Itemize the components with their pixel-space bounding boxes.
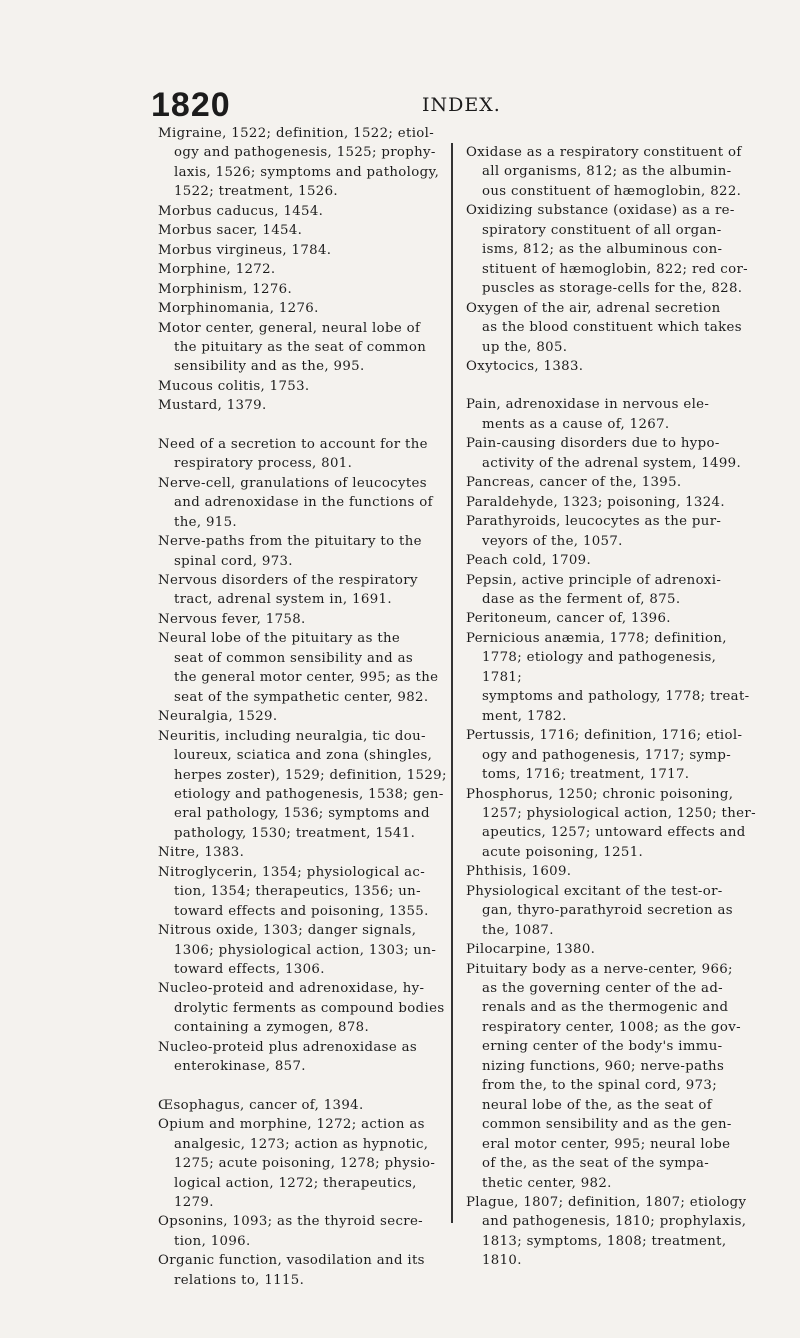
index-entry [158, 1038, 448, 1077]
entry-line: renals and as the thermogenic and [482, 1000, 729, 1016]
entry-line: Nucleo-proteid and adrenoxidase, hy- [158, 981, 425, 997]
entry-line: toward effects and poisoning, 1355. [174, 903, 429, 919]
entry-line: veyors of the, 1057. [482, 533, 623, 549]
entry-line: the, 1087. [482, 922, 554, 938]
entry-line: ment, 1782. [482, 708, 567, 724]
entry-line: stituent of hæmoglobin, 822; red cor- [482, 261, 749, 277]
index-entry [158, 377, 448, 396]
entry-line: Oxytocics, 1383. [466, 358, 584, 374]
index-entry [158, 1212, 448, 1251]
entry-line: gan, thyro-parathyroid secretion as [482, 903, 733, 919]
entry-line: the pituitary as the seat of common [174, 339, 427, 355]
entry-line: Oxygen of the air, adrenal secretion [466, 300, 721, 316]
entry-line: ogy and pathogenesis, 1717; symp- [482, 747, 732, 763]
entry-line: Peritoneum, cancer of, 1396. [466, 611, 671, 627]
entry-line: Oxidizing substance (oxidase) as a re- [466, 203, 735, 219]
entry-line: pathology, 1530; treatment, 1541. [174, 825, 416, 841]
entry-line: ogy and pathogenesis, 1525; prophy- [174, 145, 436, 161]
index-entry [158, 241, 448, 260]
entry-line: spiratory constituent of all organ- [482, 222, 722, 238]
entry-line: Oxidase as a respiratory constituent of [466, 145, 742, 160]
index-entry [158, 435, 448, 474]
entry-line: enterokinase, 857. [174, 1059, 306, 1075]
entry-line: and adrenoxidase in the functions of [174, 495, 433, 511]
entry-line: all organisms, 812; as the albumin- [482, 164, 732, 180]
entry-line: Peach cold, 1709. [466, 553, 592, 569]
index-entry [158, 610, 448, 629]
entry-line: Plague, 1807; definition, 1807; etiology [466, 1195, 747, 1211]
entry-line: and pathogenesis, 1810; prophylaxis, [482, 1214, 747, 1230]
index-entry [158, 979, 448, 1037]
index-entry [158, 221, 448, 240]
entry-line: isms, 812; as the albuminous con- [482, 242, 723, 258]
column-divider [451, 143, 453, 1223]
index-entry [158, 1115, 448, 1212]
entry-line: Nerve-paths from the pituitary to the [158, 534, 422, 550]
entry-line: Need of a secretion to account for the [158, 436, 428, 452]
entry-line: Opsonins, 1093; as the thyroid secre- [158, 1214, 424, 1230]
index-entry [466, 862, 756, 881]
entry-line: 1306; physiological action, 1303; un- [174, 942, 437, 958]
index-entry [466, 143, 756, 201]
entry-line: Mustard, 1379. [158, 398, 267, 414]
entry-line: dase as the ferment of, 875. [482, 591, 681, 607]
letter-group-gap [158, 1077, 448, 1096]
index-entry [158, 124, 448, 202]
index-entry [158, 1096, 448, 1115]
entry-line: of the, as the seat of the sympa- [482, 1156, 710, 1172]
entry-line: Morbus caducus, 1454. [158, 203, 324, 219]
index-entry [466, 201, 756, 298]
entry-line: 1778; etiology and pathogenesis, 1781; [482, 650, 717, 685]
index-entry [158, 863, 448, 921]
entry-line: Neural lobe of the pituitary as the [158, 631, 401, 647]
entry-line: Motor center, general, neural lobe of [158, 320, 421, 336]
entry-line: apeutics, 1257; untoward effects and [482, 825, 746, 841]
entry-line: acute poisoning, 1251. [482, 844, 644, 860]
entry-line: Morbus sacer, 1454. [158, 223, 303, 239]
entry-line: Nucleo-proteid plus adrenoxidase as [158, 1039, 418, 1055]
entry-line: respiratory center, 1008; as the gov- [482, 1019, 741, 1035]
entry-line: Phthisis, 1609. [466, 864, 572, 880]
entry-line: 1257; physiological action, 1250; ther- [482, 805, 756, 821]
entry-line: Pernicious anæmia, 1778; definition, [466, 630, 727, 646]
entry-line: Pain, adrenoxidase in nervous ele- [466, 397, 710, 413]
entry-line: Pituitary body as a nerve-center, 966; [466, 961, 733, 977]
entry-line: nizing functions, 960; nerve-paths [482, 1058, 725, 1074]
index-entry [466, 1193, 756, 1271]
index-entry [158, 202, 448, 221]
index-entry [158, 1251, 448, 1290]
entry-line: seat of the sympathetic center, 982. [174, 689, 429, 705]
entry-line: puscles as storage-cells for the, 828. [482, 281, 743, 297]
entry-line: eral motor center, 995; neural lobe [482, 1136, 731, 1152]
entry-line: Nitroglycerin, 1354; physiological ac- [158, 864, 426, 880]
index-entry [158, 532, 448, 571]
index-entry [158, 319, 448, 377]
entry-line: Paraldehyde, 1323; poisoning, 1324. [466, 494, 725, 510]
entry-line: tion, 1096. [174, 1233, 251, 1249]
entry-line: up the, 805. [482, 339, 568, 355]
running-head: INDEX. [422, 94, 501, 116]
entry-line: tion, 1354; therapeutics, 1356; un- [174, 884, 421, 900]
entry-line: the, 915. [174, 514, 237, 530]
entry-line: Pancreas, cancer of the, 1395. [466, 475, 682, 491]
entry-line: Pepsin, active principle of adrenoxi- [466, 572, 722, 588]
entry-line: from the, to the spinal cord, 973; [482, 1078, 718, 1094]
entry-line: respiratory process, 801. [174, 456, 353, 472]
entry-line: common sensibility and as the gen- [482, 1117, 732, 1133]
entry-line: analgesic, 1273; action as hypnotic, [174, 1136, 429, 1152]
entry-line: Pilocarpine, 1380. [466, 942, 596, 958]
entry-line: Morphinism, 1276. [158, 281, 293, 297]
entry-line: loureux, sciatica and zona (shingles, [174, 748, 433, 764]
entry-line: spinal cord, 973. [174, 553, 293, 569]
entry-line: relations to, 1115. [174, 1272, 305, 1288]
entry-line: 1279. [174, 1195, 214, 1211]
index-entry [158, 299, 448, 318]
index-entry [466, 551, 756, 570]
index-entry [158, 571, 448, 610]
entry-line: Morphine, 1272. [158, 262, 276, 278]
letter-group-gap [466, 376, 756, 395]
index-entry [466, 726, 756, 784]
entry-line: sensibility and as the, 995. [174, 359, 365, 375]
entry-line: Nitre, 1383. [158, 845, 245, 861]
page-number: 1820 [151, 86, 231, 124]
index-entry [466, 960, 756, 1193]
index-entry [158, 707, 448, 726]
index-entry [466, 434, 756, 473]
entry-line: Opium and morphine, 1272; action as [158, 1117, 425, 1133]
entry-line: Morbus virgineus, 1784. [158, 242, 332, 258]
entry-line: logical action, 1272; therapeutics, [174, 1175, 417, 1191]
left-index-column [158, 124, 448, 1290]
index-entry [158, 921, 448, 979]
entry-line: Physiological excitant of the test-or- [466, 883, 723, 899]
entry-line: 1810. [482, 1253, 522, 1269]
index-entry [466, 473, 756, 492]
entry-line: the general motor center, 995; as the [174, 670, 439, 686]
index-entry [158, 843, 448, 862]
entry-line: eral pathology, 1536; symptoms and [174, 806, 430, 822]
entry-line: herpes zoster), 1529; definition, 1529; [174, 767, 447, 783]
entry-line: thetic center, 982. [482, 1175, 612, 1191]
entry-line: Nervous disorders of the respiratory [158, 572, 418, 588]
entry-line: laxis, 1526; symptoms and pathology, [174, 164, 440, 180]
entry-line: toward effects, 1306. [174, 962, 325, 978]
index-entry [466, 395, 756, 434]
entry-line: 1522; treatment, 1526. [174, 184, 338, 200]
entry-line: Œsophagus, cancer of, 1394. [158, 1097, 364, 1113]
index-entry [466, 629, 756, 726]
entry-line: Parathyroids, leucocytes as the pur- [466, 514, 722, 530]
index-entry [158, 629, 448, 707]
index-entry [466, 609, 756, 628]
index-entry [466, 493, 756, 512]
index-entry [466, 882, 756, 940]
index-entry [466, 571, 756, 610]
entry-line: ous constituent of hæmoglobin, 822. [482, 183, 742, 199]
entry-line: ments as a cause of, 1267. [482, 416, 670, 432]
entry-line: tract, adrenal system in, 1691. [174, 592, 392, 608]
entry-line: neural lobe of the, as the seat of [482, 1097, 713, 1113]
entry-line: as the blood constituent which takes [482, 320, 742, 336]
entry-line: Pertussis, 1716; definition, 1716; etiol- [466, 728, 743, 744]
index-entry [466, 785, 756, 863]
entry-line: toms, 1716; treatment, 1717. [482, 767, 690, 783]
entry-line: activity of the adrenal system, 1499. [482, 455, 742, 471]
index-entry [158, 260, 448, 279]
index-entry [466, 940, 756, 959]
entry-line: Nitrous oxide, 1303; danger signals, [158, 923, 417, 939]
entry-line: Neuritis, including neuralgia, tic dou- [158, 728, 426, 744]
entry-line: as the governing center of the ad- [482, 981, 724, 997]
entry-line: Phosphorus, 1250; chronic poisoning, [466, 786, 734, 802]
index-entry [158, 396, 448, 415]
index-entry [466, 299, 756, 357]
index-entry [466, 357, 756, 376]
entry-line: Morphinomania, 1276. [158, 301, 319, 317]
entry-line: drolytic ferments as compound bodies [174, 1000, 445, 1016]
entry-line: Organic function, vasodilation and its [158, 1253, 425, 1269]
entry-line: Mucous colitis, 1753. [158, 378, 310, 394]
entry-line: containing a zymogen, 878. [174, 1020, 370, 1036]
index-entry [466, 512, 756, 551]
entry-line: Neuralgia, 1529. [158, 709, 278, 725]
entry-line: Pain-causing disorders due to hypo- [466, 436, 720, 452]
index-entry [158, 280, 448, 299]
letter-group-gap [158, 416, 448, 435]
entry-line: 1813; symptoms, 1808; treatment, [482, 1233, 727, 1249]
entry-line: erning center of the body's immu- [482, 1039, 723, 1055]
entry-line: 1275; acute poisoning, 1278; physio- [174, 1156, 436, 1172]
index-entry [158, 727, 448, 844]
index-entry [158, 474, 448, 532]
right-index-column [466, 143, 756, 1271]
entry-line: etiology and pathogenesis, 1538; gen- [174, 786, 444, 802]
entry-line: seat of common sensibility and as [174, 650, 414, 666]
entry-line: Nerve-cell, granulations of leucocytes [158, 475, 427, 491]
entry-line: Nervous fever, 1758. [158, 611, 306, 627]
entry-line: symptoms and pathology, 1778; treat- [482, 689, 750, 705]
entry-line: Migraine, 1522; definition, 1522; etiol- [158, 126, 435, 141]
